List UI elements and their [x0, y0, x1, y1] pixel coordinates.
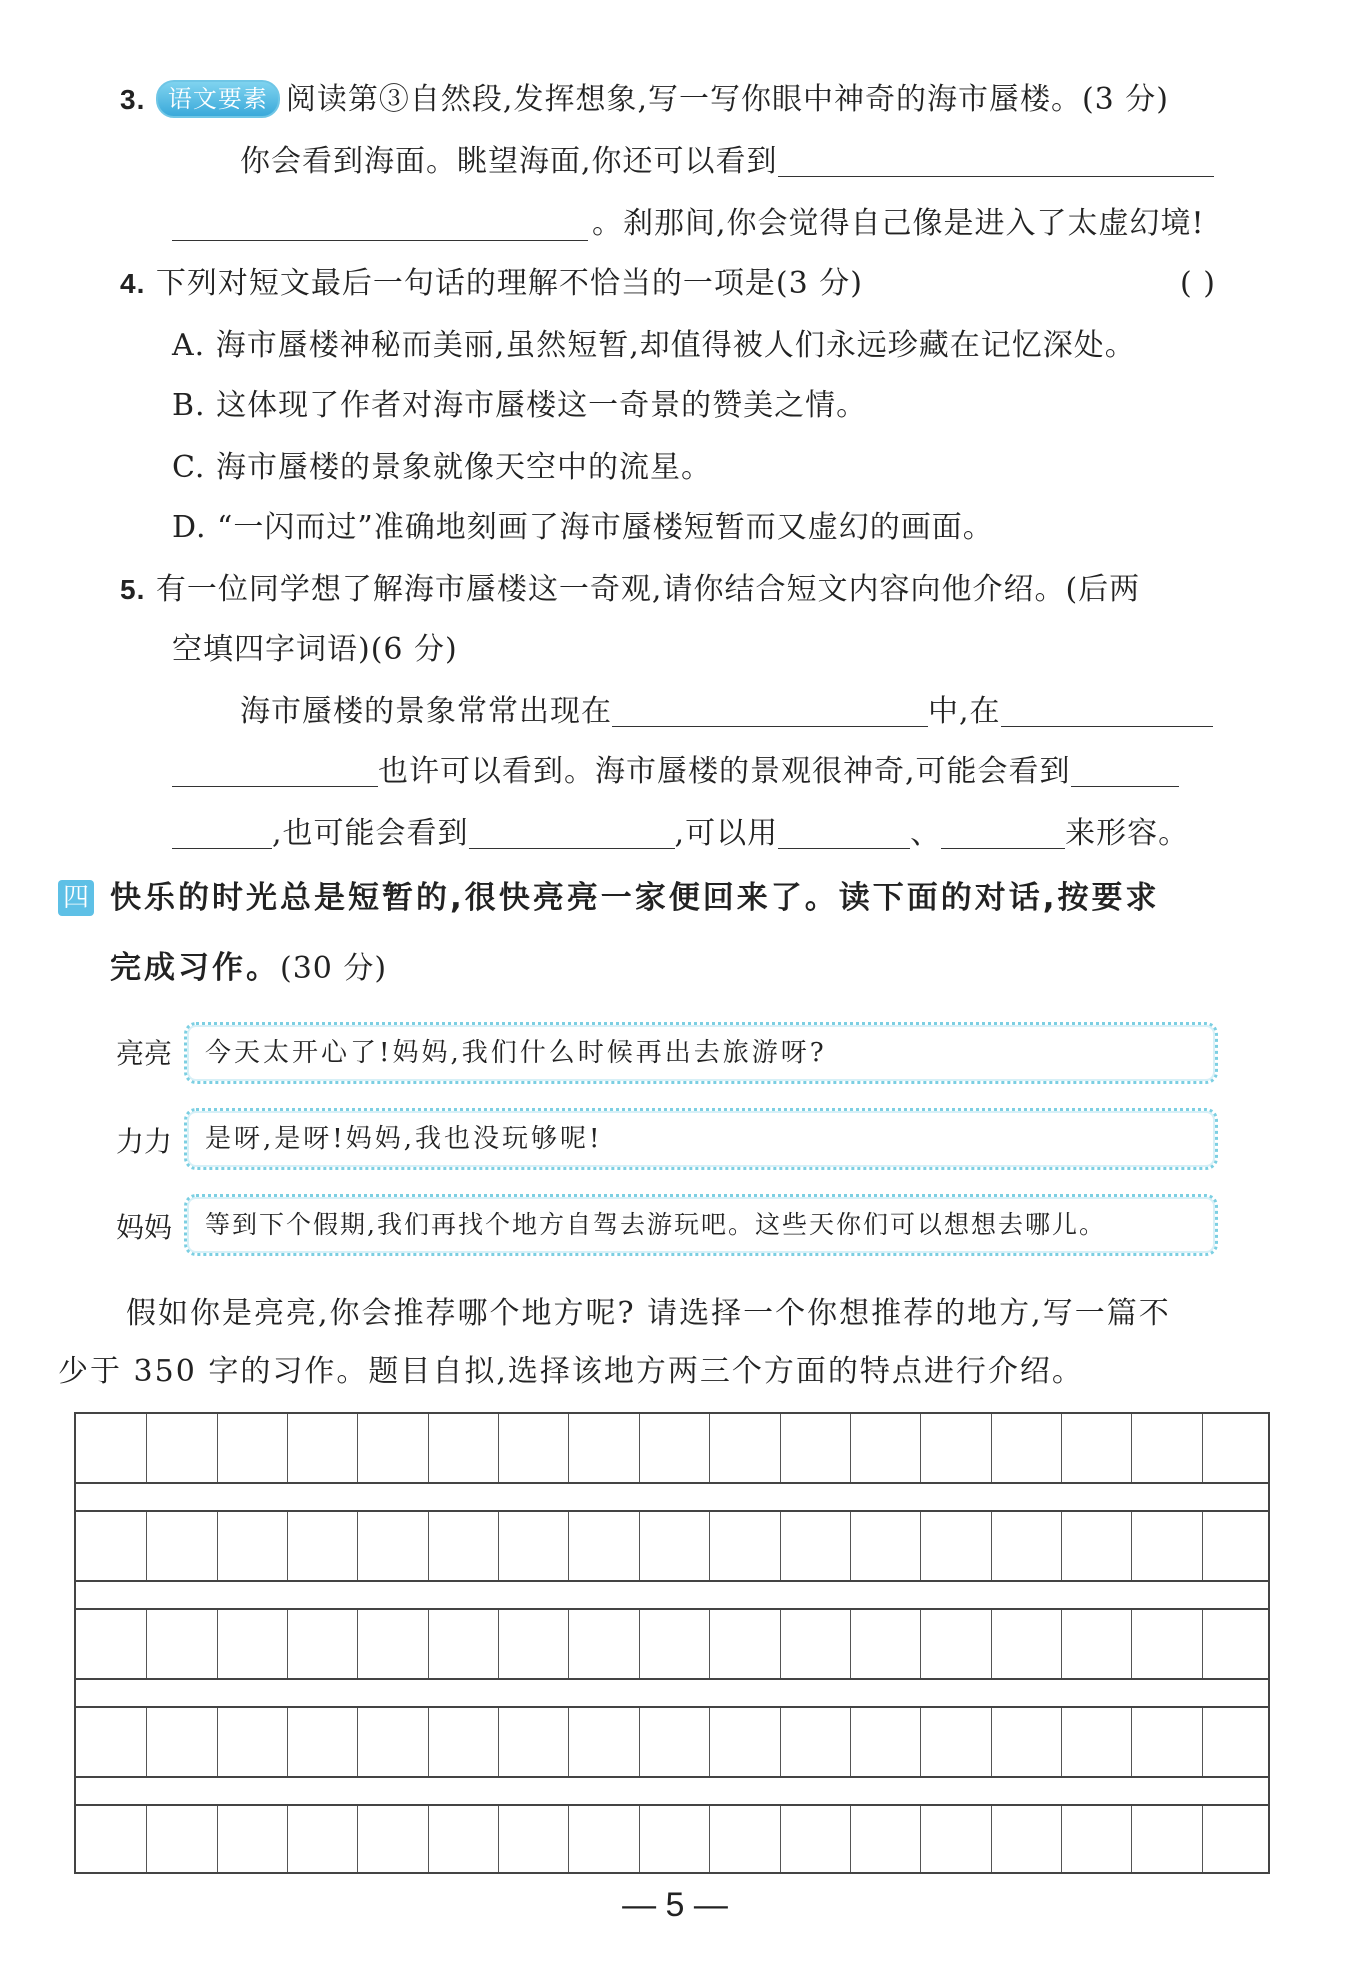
q3-text: 阅读第③自然段,发挥想象,写一写你眼中神奇的海市蜃楼。(3 分): [285, 82, 1170, 117]
grid-cell-line: [287, 1610, 288, 1678]
grid-cell-line: [850, 1512, 851, 1580]
section-4-title-line2: [110, 948, 387, 989]
grid-cell-line: [991, 1414, 992, 1482]
grid-cell-line: [1202, 1512, 1203, 1580]
q5-fill3-b: ,可以用: [674, 816, 779, 851]
q5-blank-3[interactable]: [1071, 756, 1179, 787]
grid-cell-line: [287, 1806, 288, 1872]
grid-row[interactable]: [74, 1706, 1270, 1776]
section-4-score: (30 分): [280, 951, 388, 986]
grid-cell-line: [991, 1610, 992, 1678]
grid-cell-line: [991, 1708, 992, 1776]
q5-blank-4[interactable]: [469, 818, 675, 849]
q5-blank-1[interactable]: [612, 696, 928, 727]
grid-cell-line: [639, 1708, 640, 1776]
q4-text: 下列对短文最后一句话的理解不恰当的一项是(3 分): [155, 266, 863, 301]
prompt-line1: 假如你是亮亮,你会推荐哪个地方呢? 请选择一个你想推荐的地方,写一篇不: [126, 1296, 1171, 1331]
q3-number: 3.: [120, 84, 146, 115]
grid-cell-line: [920, 1708, 921, 1776]
grid-cell-line: [428, 1806, 429, 1872]
q5-text2: 空填四字词语)(6 分): [172, 632, 458, 667]
section-4-mark: 四: [58, 880, 94, 916]
dialogue-speaker-1: 亮亮: [116, 1037, 173, 1070]
grid-cell-line: [1061, 1806, 1062, 1872]
grid-cell-line: [850, 1708, 851, 1776]
grid-cell-line: [991, 1512, 992, 1580]
grid-cell-line: [709, 1708, 710, 1776]
q5-blank-2[interactable]: [1001, 696, 1213, 727]
grid-cell-line: [217, 1414, 218, 1482]
grid-row[interactable]: [74, 1510, 1270, 1580]
grid-cell-line: [357, 1610, 358, 1678]
grid-cell-line: [1131, 1512, 1132, 1580]
grid-cell-line: [1131, 1806, 1132, 1872]
q5-fill3-c: 、: [910, 816, 942, 851]
grid-cell-line: [780, 1708, 781, 1776]
grid-cell-line: [1202, 1414, 1203, 1482]
q5-blank-5[interactable]: [778, 818, 910, 849]
q3-blank-2[interactable]: [172, 240, 588, 241]
grid-cell-line: [428, 1414, 429, 1482]
q4-answer-paren[interactable]: ( ): [1180, 266, 1216, 301]
grid-cell-line: [217, 1512, 218, 1580]
grid-row-gap: [74, 1580, 1270, 1608]
grid-cell-line: [217, 1708, 218, 1776]
grid-cell-line: [709, 1512, 710, 1580]
grid-row[interactable]: [74, 1608, 1270, 1678]
dialogue-speaker-2: 力力: [116, 1125, 173, 1158]
dialogue-bubble-2: 是呀,是呀!妈妈,我也没玩够呢!: [184, 1108, 1218, 1170]
q5-fill2-text: 也许可以看到。海市蜃楼的景观很神奇,可能会看到: [378, 754, 1071, 789]
q4-option-a: A. 海市蜃楼神秘而美丽,虽然短暂,却值得被人们永远珍藏在记忆深处。: [172, 328, 1136, 363]
grid-cell-line: [357, 1414, 358, 1482]
grid-cell-line: [850, 1610, 851, 1678]
q3-fill-line2: 。刹那间,你会觉得自己像是进入了太虚幻境!: [592, 206, 1205, 241]
grid-cell-line: [920, 1806, 921, 1872]
dialogue-bubble-1: 今天太开心了!妈妈,我们什么时候再出去旅游呀?: [184, 1022, 1218, 1084]
q4-option-d: D. “一闪而过”准确地刻画了海市蜃楼短暂而又虚幻的画面。: [172, 510, 994, 545]
dialogue-speaker-3: 妈妈: [116, 1211, 173, 1244]
grid-cell-line: [1131, 1708, 1132, 1776]
grid-cell-line: [146, 1414, 147, 1482]
grid-cell-line: [428, 1610, 429, 1678]
q5-fill3-d: 来形容。: [1065, 816, 1190, 851]
grid-cell-line: [1202, 1610, 1203, 1678]
q4-option-b: B. 这体现了作者对海市蜃楼这一奇景的赞美之情。: [172, 388, 868, 423]
grid-cell-line: [1202, 1806, 1203, 1872]
grid-row-gap: [74, 1482, 1270, 1510]
grid-cell-line: [568, 1610, 569, 1678]
grid-cell-line: [1061, 1610, 1062, 1678]
section-4-title-bold: 完成习作。: [110, 950, 280, 986]
grid-cell-line: [568, 1708, 569, 1776]
grid-cell-line: [1202, 1708, 1203, 1776]
prompt-line2: 少于 350 字的习作。题目自拟,选择该地方两三个方面的特点进行介绍。: [58, 1354, 1084, 1389]
q5-fill-line1: [240, 692, 1213, 732]
grid-cell-line: [568, 1414, 569, 1482]
grid-cell-line: [780, 1610, 781, 1678]
page-number: — 5 —: [622, 1886, 728, 1924]
q5-fill1-b: 中,在: [928, 694, 1001, 729]
grid-cell-line: [991, 1806, 992, 1872]
grid-cell-line: [709, 1414, 710, 1482]
grid-cell-line: [639, 1610, 640, 1678]
q4-number: 4.: [120, 268, 146, 299]
grid-cell-line: [498, 1414, 499, 1482]
grid-cell-line: [780, 1414, 781, 1482]
grid-cell-line: [498, 1806, 499, 1872]
grid-cell-line: [780, 1806, 781, 1872]
grid-cell-line: [217, 1610, 218, 1678]
q5-blank-6[interactable]: [941, 818, 1065, 849]
grid-cell-line: [428, 1512, 429, 1580]
grid-cell-line: [498, 1512, 499, 1580]
grid-cell-line: [287, 1708, 288, 1776]
q3-badge: 语文要素: [156, 80, 280, 118]
grid-cell-line: [428, 1708, 429, 1776]
grid-cell-line: [1061, 1512, 1062, 1580]
grid-cell-line: [1131, 1610, 1132, 1678]
grid-cell-line: [1061, 1414, 1062, 1482]
grid-cell-line: [1061, 1708, 1062, 1776]
grid-cell-line: [287, 1512, 288, 1580]
grid-cell-line: [709, 1806, 710, 1872]
grid-cell-line: [920, 1610, 921, 1678]
grid-row-gap: [74, 1776, 1270, 1804]
q5-text1: 有一位同学想了解海市蜃楼这一奇观,请你结合短文内容向他介绍。(后两: [155, 572, 1141, 607]
grid-row-gap: [74, 1678, 1270, 1706]
grid-cell-line: [639, 1512, 640, 1580]
q3-question: [120, 80, 1169, 120]
grid-cell-line: [287, 1414, 288, 1482]
grid-cell-line: [1131, 1414, 1132, 1482]
q5-fill1-a: 海市蜃楼的景象常常出现在: [240, 694, 612, 729]
q5-blank-2b[interactable]: [172, 756, 378, 787]
grid-cell-line: [568, 1512, 569, 1580]
grid-cell-line: [920, 1414, 921, 1482]
q4-option-c: C. 海市蜃楼的景象就像天空中的流星。: [172, 450, 712, 485]
grid-cell-line: [217, 1806, 218, 1872]
dialogue-bubble-3: 等到下个假期,我们再找个地方自驾去游玩吧。这些天你们可以想想去哪儿。: [184, 1194, 1218, 1256]
q4-question: [120, 264, 863, 304]
grid-cell-line: [709, 1610, 710, 1678]
grid-row[interactable]: [74, 1412, 1270, 1482]
q3-line1-text: 你会看到海面。眺望海面,你还可以看到: [240, 144, 778, 179]
grid-cell-line: [357, 1512, 358, 1580]
grid-cell-line: [850, 1806, 851, 1872]
q5-fill3-a: ,也可能会看到: [272, 816, 469, 851]
grid-cell-line: [146, 1708, 147, 1776]
grid-cell-line: [920, 1512, 921, 1580]
q5-blank-3b[interactable]: [172, 818, 272, 849]
grid-cell-line: [498, 1610, 499, 1678]
grid-cell-line: [639, 1414, 640, 1482]
grid-cell-line: [146, 1806, 147, 1872]
q3-blank-1[interactable]: [778, 146, 1214, 177]
q5-question: [120, 570, 1140, 610]
grid-cell-line: [146, 1512, 147, 1580]
grid-cell-line: [357, 1708, 358, 1776]
q5-fill-line2: [172, 752, 1179, 792]
grid-cell-line: [357, 1806, 358, 1872]
grid-row[interactable]: [74, 1804, 1270, 1874]
q3-fill-line1: [240, 142, 1214, 182]
grid-cell-line: [850, 1414, 851, 1482]
section-4-title-line1: 快乐的时光总是短暂的,很快亮亮一家便回来了。读下面的对话,按要求: [110, 880, 1160, 916]
grid-cell-line: [780, 1512, 781, 1580]
writing-grid[interactable]: [74, 1412, 1270, 1874]
q5-fill-line3: [172, 814, 1189, 854]
grid-cell-line: [639, 1806, 640, 1872]
grid-cell-line: [498, 1708, 499, 1776]
q5-number: 5.: [120, 574, 146, 605]
grid-cell-line: [568, 1806, 569, 1872]
grid-cell-line: [146, 1610, 147, 1678]
